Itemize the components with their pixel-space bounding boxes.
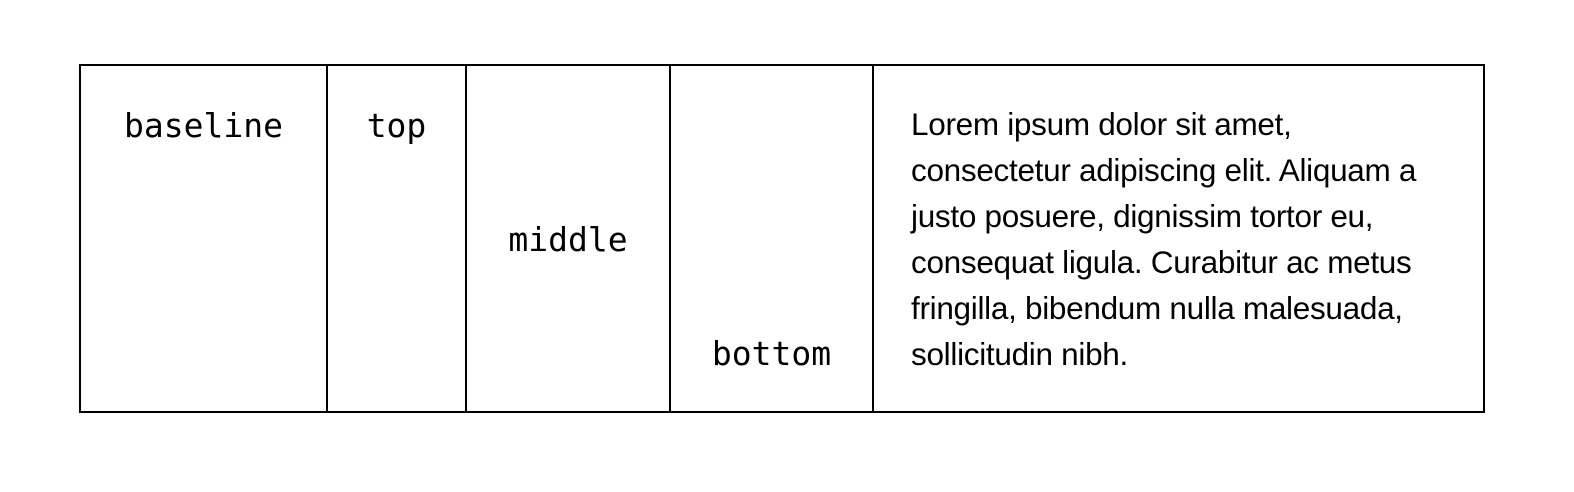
cell-baseline-text: baseline (124, 106, 283, 145)
cell-bottom (670, 65, 873, 412)
table-row (80, 65, 1484, 412)
vertical-align-demo-table (79, 64, 1485, 413)
paragraph-text: Lorem ipsum dolor sit amet, consectetur adipiscing elit. Aliquam a justo posuere, dignissim tortor eu, consequat ligula. Curabitur ac metus fringilla, bibendum nulla malesuada, sollicitudin nibh. (911, 105, 1417, 372)
cell-top-text: top (366, 106, 427, 145)
cell-top (327, 65, 466, 412)
cell-middle-text: middle (508, 220, 628, 259)
cell-middle (466, 65, 670, 412)
cell-paragraph (873, 65, 1484, 412)
cell-bottom-text: bottom (711, 334, 832, 373)
cell-baseline (80, 65, 327, 412)
